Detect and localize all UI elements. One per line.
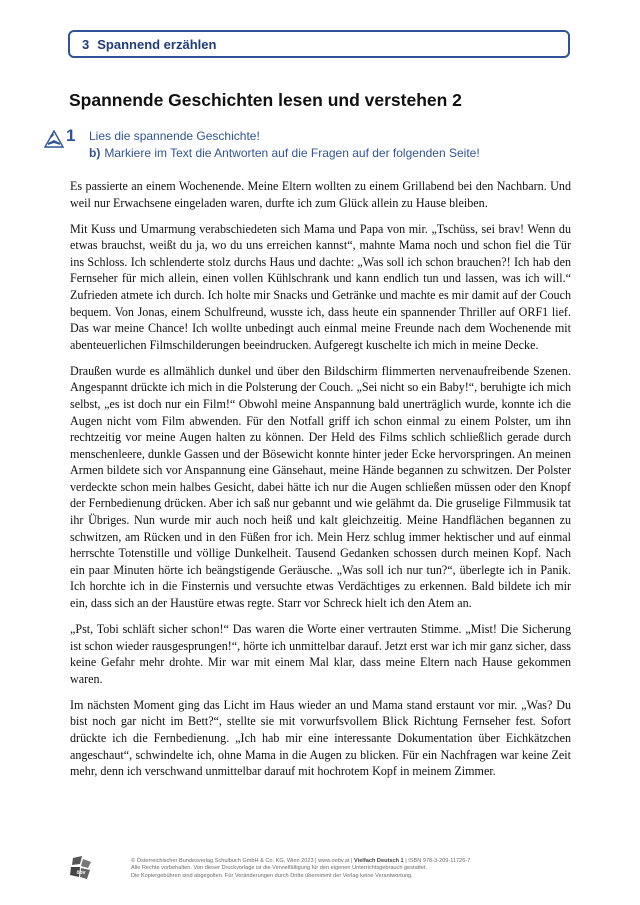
footer-line-3: Die Kopiergebühren sind abgegolten. Für Veränderungen durch Dritte übernimmt der Verlag keine Verantwortung.	[131, 872, 413, 879]
task-sub-text: Markiere im Text die Antworten auf die Fragen auf der folgenden Seite!	[104, 146, 480, 160]
chapter-header	[68, 30, 570, 58]
story-text	[70, 178, 571, 789]
reading-triangle-icon	[44, 130, 64, 148]
task-sub-instruction	[89, 146, 480, 160]
story-paragraph: Im nächsten Moment ging das Licht im Haus wieder an und Mama stand erstaunt vor mir. „Was? Du bist noch gar nicht im Bett?“, stellte sie mit vorwurfsvollem Blick Richtung Fernseher fest. Sofort drückte ich die Fernbedienung. „Ich hab mir eine interessante Dokumentation über Eichkätzchen angeschaut“, schwindelte ich, ohne Mama in die Augen zu blicken. Für ein Nachfragen war keine Zeit mehr, denn ich verschwand unmittelbar darauf mit hochrotem Kopf in meinem Zimmer.	[70, 697, 571, 779]
chapter-title: Spannend erzählen	[97, 36, 217, 52]
story-paragraph: Mit Kuss und Umarmung verabschiedeten sich Mama und Papa von mir. „Tschüss, sei brav! Wenn du etwas brauchst, weißt du ja, wo du uns erreichen kannst“, mahnte Mama noch und schon fiel die Tür ins Schloss. Ich schlenderte stolz durchs Haus und dachte: „Was soll ich schon brauchen?! Ich hab den Fernseher für mich allein, einen vollen Kühlschrank und kann endlich tun und lassen, was ich will.“ Zufrieden atmete ich durch. Ich holte mir Snacks und Getränke und machte es mir damit auf der Couch bequem. Von Jonas, einem Schulfreund, wusste ich, dass heute ein spannender Thriller auf ORF1 lief. Das war meine Chance! Ich wollte unbedingt auch einmal meine Freunde nach dem Wochenende mit abenteuerlichen Filmschilderungen beeindrucken. Aufgeregt kuschelte ich mich in meine Decke.	[70, 221, 571, 352]
task-number: 1	[66, 126, 76, 145]
page-title: Spannende Geschichten lesen und verstehen 2	[69, 90, 462, 110]
footer-copyright: © Österreichischer Bundesverlag Schulbuch GmbH & Co. KG, Wien 2023 | www.oebv.at |	[131, 858, 353, 864]
task-sub-label: b)	[89, 146, 101, 160]
chapter-number: 3	[82, 36, 90, 52]
footer-line-2: Alle Rechte vorbehalten. Von dieser Druckvorlage ist die Vervielfältigung für den eigenen Unterrichtsgebrauch gestattet.	[131, 865, 428, 872]
story-paragraph: Draußen wurde es allmählich dunkel und über den Bildschirm flimmerten nervenaufreibende Szenen. Angespannt drückte ich mich in die Polsterung der Couch. „Sei nicht so ein Baby!“, beruhigte ich mich selbst, „es ist doch nur ein Film!“ Obwohl meine Anspannung bald unerträglich wurde, konnte ich die Augen nicht vom Film abwenden. Für den Notfall griff ich schon einmal zu einem Polster, um ihn rechtzeitig vor meine Augen halten zu können. Der Held des Films schlich schließlich gerade durch menschenleere, dunkle Gassen und der Bösewicht konnte hinter jeder Ecke hervorspringen. An meinen Armen bildete sich vor Anspannung eine Gänsehaut, meine Hände begannen zu schwitzen. Der Polster verdeckte schon mein halbes Gesicht, dabei hätte ich nur die Augen schließen müssen oder den Knopf der Fernbedienung drücken. Aber ich saß nur gebannt und wie gelähmt da. Die gruselige Filmmusik tat ihr Übriges. Nun wurde mir auch noch heiß und kalt gleichzeitig. Meine Handflächen begannen zu schwitzen, am Rücken und in den Füßen fror ich. Mein Herz schlug immer hektischer und auf einmal herrschte Totenstille und völlige Dunkelheit. Tausend Gedanken schossen durch meinen Kopf. Nach ein paar Minuten hörte ich beängstigende Geräusche. „Was soll ich nur tun?“, überlegte ich in Panik. Ich horchte ich in die Finsternis und versuchte etwas Verdächtiges zu erkennen. Bald bildete ich mir ein, dass sich an der Haustüre etwas regte. Starr vor Schreck hielt ich den Atem an.	[70, 363, 571, 611]
logo-text: öbv	[76, 870, 86, 876]
footer-book-title: Vielfach Deutsch 1	[354, 858, 404, 864]
footer-isbn: | ISBN 978-3-209-11726-7	[405, 858, 471, 864]
task-instruction: Lies die spannende Geschichte!	[89, 129, 260, 143]
footer	[131, 858, 571, 880]
task-block	[44, 126, 584, 162]
story-paragraph: Es passierte an einem Wochenende. Meine Eltern wollten zu einem Grillabend bei den Nachbarn. Und weil nur Erwachsene eingeladen waren, durfte ich zum Glück allein zu Hause bleiben.	[70, 179, 571, 210]
footer-line-1	[131, 858, 571, 865]
oebv-logo-icon	[70, 855, 92, 881]
story-paragraph: „Pst, Tobi schläft sicher schon!“ Das waren die Worte einer vertrauten Stimme. „Mist! Die Sicherung ist schon wieder rausgesprungen!“, hörte ich unmittelbar darauf. Jetzt erst war ich mir ganz sicher, dass keine Gefahr mehr drohte. Mir war mit einem Mal klar, dass meine Eltern nach Hause gekommen waren.	[70, 622, 571, 686]
